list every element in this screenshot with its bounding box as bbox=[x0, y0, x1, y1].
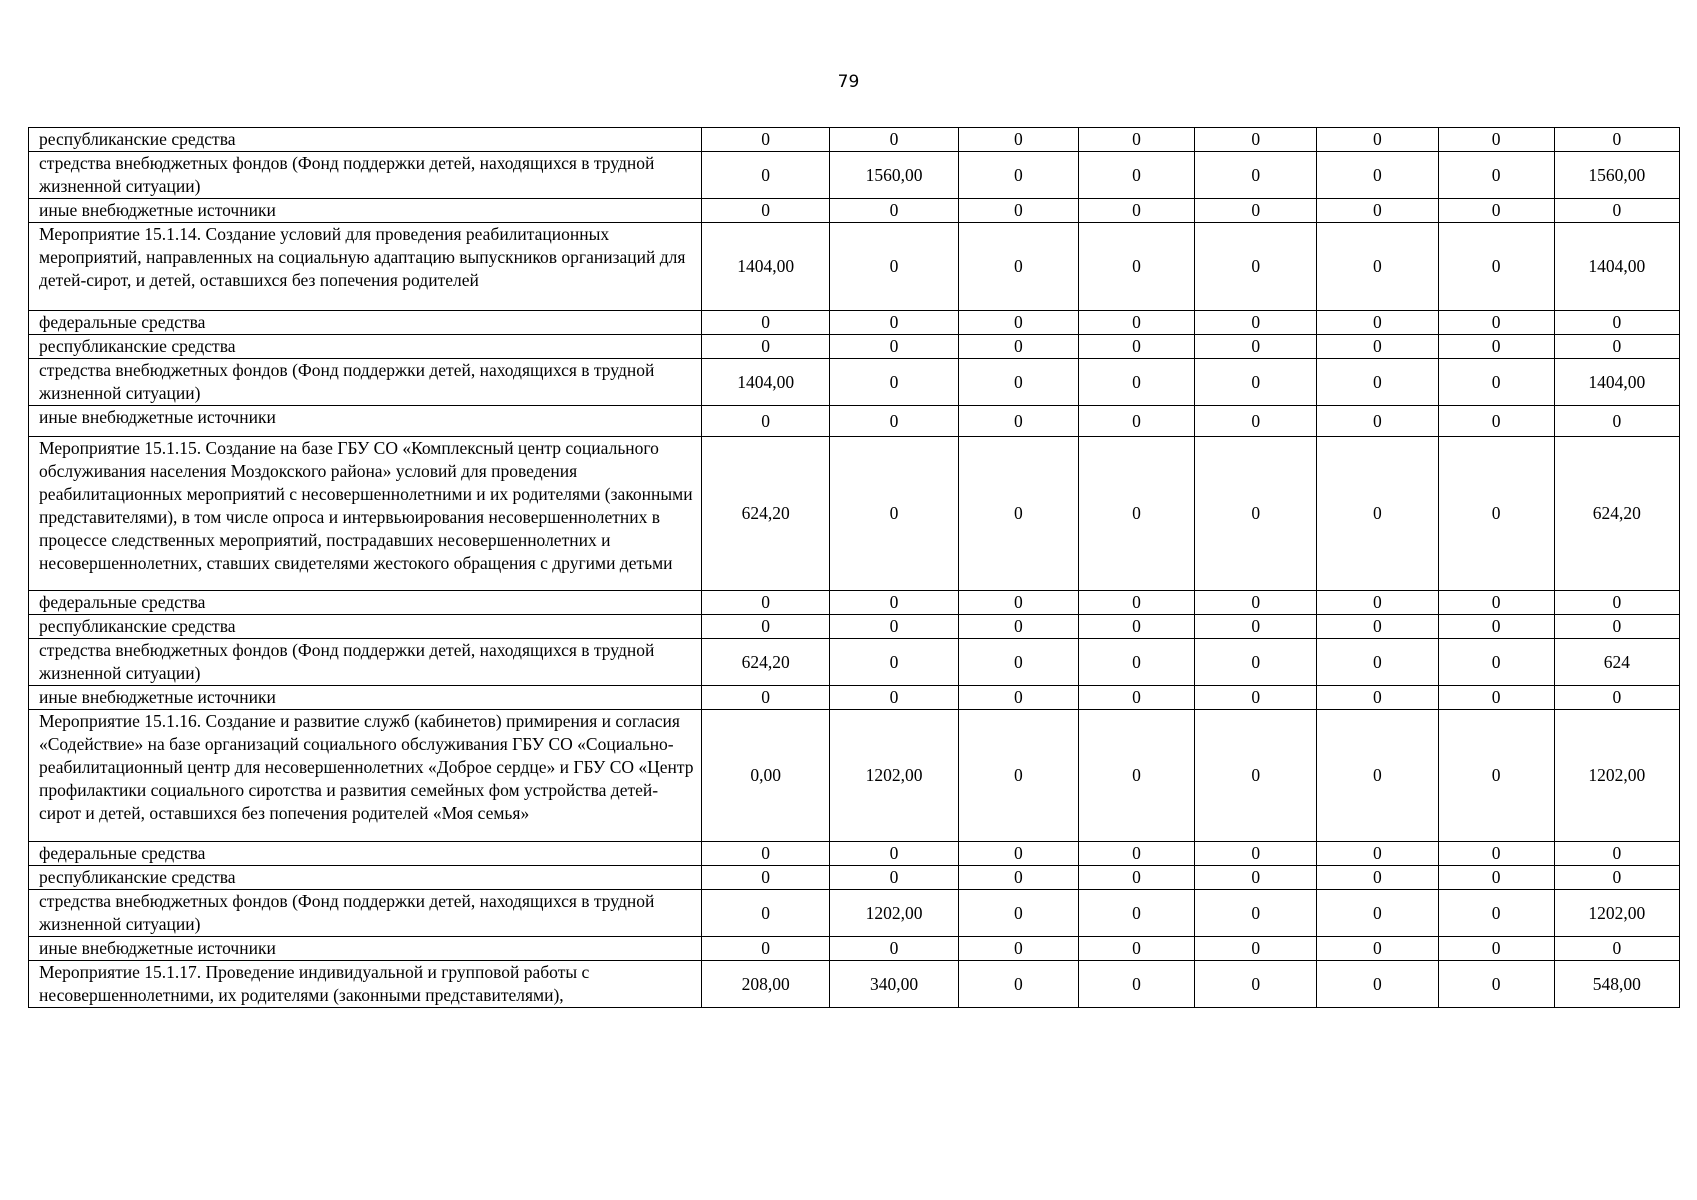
value-cell: 0 bbox=[701, 890, 829, 937]
value-cell: 0 bbox=[958, 335, 1078, 359]
value-cell: 0 bbox=[1438, 128, 1554, 152]
value-cell: 0 bbox=[701, 866, 829, 890]
value-cell: 0 bbox=[958, 591, 1078, 615]
value-cell: 0 bbox=[958, 866, 1078, 890]
value-cell: 0 bbox=[1195, 686, 1317, 710]
value-cell: 0 bbox=[1078, 615, 1194, 639]
value-cell: 0 bbox=[1438, 152, 1554, 199]
value-cell: 0 bbox=[958, 406, 1078, 437]
row-label: иные внебюджетные источники bbox=[29, 406, 702, 437]
value-cell: 0 bbox=[1438, 437, 1554, 591]
value-cell: 0 bbox=[1438, 842, 1554, 866]
value-cell: 0 bbox=[830, 311, 958, 335]
value-cell: 0 bbox=[958, 686, 1078, 710]
value-cell: 624,20 bbox=[701, 639, 829, 686]
value-cell: 0 bbox=[830, 937, 958, 961]
value-cell: 0 bbox=[701, 686, 829, 710]
row-label: стредства внебюджетных фондов (Фонд поддержки детей, находящихся в трудной жизненной ситуации) bbox=[29, 639, 702, 686]
value-cell: 0 bbox=[1078, 937, 1194, 961]
row-label: федеральные средства bbox=[29, 311, 702, 335]
value-cell: 0 bbox=[1078, 152, 1194, 199]
value-cell: 0 bbox=[958, 961, 1078, 1008]
value-cell: 1202,00 bbox=[830, 710, 958, 842]
value-cell: 0 bbox=[1078, 311, 1194, 335]
row-label: стредства внебюджетных фондов (Фонд поддержки детей, находящихся в трудной жизненной ситуации) bbox=[29, 890, 702, 937]
value-cell: 0 bbox=[958, 311, 1078, 335]
value-cell: 0 bbox=[1195, 199, 1317, 223]
value-cell: 0 bbox=[1317, 199, 1438, 223]
value-cell: 0 bbox=[1195, 710, 1317, 842]
value-cell: 0 bbox=[830, 639, 958, 686]
value-cell: 0 bbox=[830, 866, 958, 890]
value-cell: 0 bbox=[1438, 866, 1554, 890]
value-cell: 0 bbox=[1554, 842, 1679, 866]
value-cell: 0 bbox=[701, 128, 829, 152]
value-cell: 0 bbox=[701, 591, 829, 615]
value-cell: 0 bbox=[1317, 335, 1438, 359]
value-cell: 0 bbox=[1195, 128, 1317, 152]
value-cell: 0 bbox=[1554, 199, 1679, 223]
value-cell: 0 bbox=[1078, 359, 1194, 406]
row-label: Мероприятие 15.1.16. Создание и развитие служб (кабинетов) примирения и согласия «Содействие» на базе организаций социального обслуживания ГБУ СО «Социально-реабилитационный центр для несовершеннолетних «Доброе сердце» и ГБУ СО «Центр профилактики социального сиротства и развития семейных фом устройства детей-сирот и детей, оставшихся без попечения родителей «Моя семья» bbox=[29, 710, 702, 842]
table-row bbox=[29, 311, 1680, 335]
value-cell: 0 bbox=[1195, 311, 1317, 335]
table-row bbox=[29, 591, 1680, 615]
value-cell: 0 bbox=[958, 223, 1078, 311]
value-cell: 0 bbox=[1195, 591, 1317, 615]
value-cell: 0 bbox=[1195, 866, 1317, 890]
value-cell: 624 bbox=[1554, 639, 1679, 686]
value-cell: 0 bbox=[1438, 686, 1554, 710]
value-cell: 0 bbox=[830, 686, 958, 710]
value-cell: 0 bbox=[1195, 842, 1317, 866]
value-cell: 0 bbox=[1438, 639, 1554, 686]
value-cell: 0 bbox=[1078, 199, 1194, 223]
value-cell: 0 bbox=[701, 937, 829, 961]
row-label: республиканские средства bbox=[29, 615, 702, 639]
value-cell: 0 bbox=[1438, 961, 1554, 1008]
value-cell: 1560,00 bbox=[830, 152, 958, 199]
row-label: республиканские средства bbox=[29, 128, 702, 152]
value-cell: 0 bbox=[1078, 335, 1194, 359]
value-cell: 0 bbox=[1195, 335, 1317, 359]
value-cell: 0 bbox=[830, 591, 958, 615]
value-cell: 1560,00 bbox=[1554, 152, 1679, 199]
value-cell: 0 bbox=[1195, 890, 1317, 937]
value-cell: 0 bbox=[1317, 866, 1438, 890]
value-cell: 0 bbox=[1078, 223, 1194, 311]
value-cell: 0 bbox=[1554, 615, 1679, 639]
value-cell: 0 bbox=[701, 335, 829, 359]
table-row bbox=[29, 842, 1680, 866]
value-cell: 0 bbox=[1317, 842, 1438, 866]
value-cell: 0 bbox=[1554, 128, 1679, 152]
value-cell: 0 bbox=[958, 615, 1078, 639]
value-cell: 0 bbox=[1317, 223, 1438, 311]
row-label: федеральные средства bbox=[29, 842, 702, 866]
row-label: иные внебюджетные источники bbox=[29, 937, 702, 961]
table-row bbox=[29, 639, 1680, 686]
value-cell: 0 bbox=[1438, 710, 1554, 842]
table-row bbox=[29, 406, 1680, 437]
value-cell: 0 bbox=[1317, 639, 1438, 686]
table-row bbox=[29, 199, 1680, 223]
value-cell: 0 bbox=[1438, 406, 1554, 437]
value-cell: 0 bbox=[958, 437, 1078, 591]
table-row bbox=[29, 615, 1680, 639]
value-cell: 0 bbox=[1317, 710, 1438, 842]
value-cell: 0 bbox=[1195, 937, 1317, 961]
row-label: республиканские средства bbox=[29, 335, 702, 359]
value-cell: 0 bbox=[1078, 961, 1194, 1008]
budget-table bbox=[28, 127, 1680, 1008]
value-cell: 0 bbox=[1317, 591, 1438, 615]
page-number: 79 bbox=[837, 72, 860, 92]
value-cell: 0 bbox=[1438, 890, 1554, 937]
value-cell: 1404,00 bbox=[1554, 223, 1679, 311]
table-row bbox=[29, 890, 1680, 937]
value-cell: 0 bbox=[1438, 223, 1554, 311]
value-cell: 0 bbox=[1554, 311, 1679, 335]
value-cell: 0 bbox=[1317, 937, 1438, 961]
value-cell: 1404,00 bbox=[701, 359, 829, 406]
value-cell: 0 bbox=[958, 890, 1078, 937]
table-row bbox=[29, 866, 1680, 890]
value-cell: 0 bbox=[830, 615, 958, 639]
value-cell: 0 bbox=[1195, 615, 1317, 639]
table-row bbox=[29, 437, 1680, 591]
value-cell: 1404,00 bbox=[701, 223, 829, 311]
value-cell: 0 bbox=[1317, 128, 1438, 152]
value-cell: 0 bbox=[830, 406, 958, 437]
value-cell: 0 bbox=[701, 406, 829, 437]
table-row bbox=[29, 961, 1680, 1008]
value-cell: 0 bbox=[1554, 866, 1679, 890]
value-cell: 0 bbox=[1438, 335, 1554, 359]
value-cell: 0 bbox=[958, 639, 1078, 686]
value-cell: 0 bbox=[1317, 311, 1438, 335]
value-cell: 0 bbox=[1438, 937, 1554, 961]
table-row bbox=[29, 335, 1680, 359]
row-label: федеральные средства bbox=[29, 591, 702, 615]
value-cell: 1404,00 bbox=[1554, 359, 1679, 406]
value-cell: 0 bbox=[701, 152, 829, 199]
value-cell: 0 bbox=[1195, 223, 1317, 311]
value-cell: 624,20 bbox=[701, 437, 829, 591]
value-cell: 0 bbox=[1317, 437, 1438, 591]
row-label: стредства внебюджетных фондов (Фонд поддержки детей, находящихся в трудной жизненной ситуации) bbox=[29, 359, 702, 406]
value-cell: 0 bbox=[1554, 335, 1679, 359]
value-cell: 0 bbox=[1078, 866, 1194, 890]
value-cell: 0 bbox=[958, 199, 1078, 223]
value-cell: 0 bbox=[958, 128, 1078, 152]
value-cell: 0 bbox=[958, 842, 1078, 866]
value-cell: 0 bbox=[1317, 152, 1438, 199]
value-cell: 0 bbox=[958, 359, 1078, 406]
value-cell: 0 bbox=[1317, 359, 1438, 406]
value-cell: 548,00 bbox=[1554, 961, 1679, 1008]
value-cell: 0,00 bbox=[701, 710, 829, 842]
value-cell: 0 bbox=[1438, 591, 1554, 615]
value-cell: 0 bbox=[1078, 686, 1194, 710]
value-cell: 0 bbox=[830, 437, 958, 591]
value-cell: 0 bbox=[1438, 359, 1554, 406]
value-cell: 0 bbox=[1195, 406, 1317, 437]
value-cell: 0 bbox=[958, 710, 1078, 842]
value-cell: 0 bbox=[830, 223, 958, 311]
value-cell: 0 bbox=[830, 128, 958, 152]
value-cell: 0 bbox=[958, 937, 1078, 961]
value-cell: 0 bbox=[1078, 842, 1194, 866]
table-row bbox=[29, 710, 1680, 842]
value-cell: 0 bbox=[1195, 961, 1317, 1008]
value-cell: 0 bbox=[1317, 686, 1438, 710]
value-cell: 0 bbox=[1078, 890, 1194, 937]
table-row bbox=[29, 686, 1680, 710]
value-cell: 0 bbox=[701, 311, 829, 335]
value-cell: 0 bbox=[701, 615, 829, 639]
row-label: иные внебюджетные источники bbox=[29, 686, 702, 710]
value-cell: 0 bbox=[1195, 639, 1317, 686]
value-cell: 0 bbox=[1438, 199, 1554, 223]
value-cell: 0 bbox=[1078, 406, 1194, 437]
value-cell: 1202,00 bbox=[1554, 710, 1679, 842]
table-row bbox=[29, 152, 1680, 199]
table-row bbox=[29, 223, 1680, 311]
value-cell: 0 bbox=[958, 152, 1078, 199]
row-label: Мероприятие 15.1.15. Создание на базе ГБУ СО «Комплексный центр социального обслуживания населения Моздокского района» условий для проведения реабилитационных мероприятий с несовершеннолетними и их родителями (законными представителями), в том числе опроса и интервьюирования несовершеннолетних в процессе следственных мероприятий, пострадавших несовершеннолетних и несовершеннолетних, ставших свидетелями жестокого обращения с другими детьми bbox=[29, 437, 702, 591]
value-cell: 0 bbox=[1195, 359, 1317, 406]
table-row bbox=[29, 359, 1680, 406]
value-cell: 0 bbox=[1554, 686, 1679, 710]
value-cell: 0 bbox=[701, 199, 829, 223]
value-cell: 0 bbox=[1078, 639, 1194, 686]
value-cell: 0 bbox=[1317, 890, 1438, 937]
table-row bbox=[29, 128, 1680, 152]
value-cell: 0 bbox=[1438, 615, 1554, 639]
row-label: Мероприятие 15.1.17. Проведение индивидуальной и групповой работы с несовершеннолетними, их родителями (законными представителями), bbox=[29, 961, 702, 1008]
value-cell: 0 bbox=[1078, 437, 1194, 591]
value-cell: 0 bbox=[1554, 937, 1679, 961]
row-label: Мероприятие 15.1.14. Создание условий для проведения реабилитационных мероприятий, направленных на социальную адаптацию выпускников организаций для детей-сирот, и детей, оставшихся без попечения родителей bbox=[29, 223, 702, 311]
value-cell: 0 bbox=[1195, 437, 1317, 591]
value-cell: 624,20 bbox=[1554, 437, 1679, 591]
value-cell: 0 bbox=[1078, 128, 1194, 152]
value-cell: 1202,00 bbox=[830, 890, 958, 937]
table-row bbox=[29, 937, 1680, 961]
value-cell: 0 bbox=[830, 359, 958, 406]
value-cell: 1202,00 bbox=[1554, 890, 1679, 937]
value-cell: 0 bbox=[701, 842, 829, 866]
value-cell: 0 bbox=[1317, 961, 1438, 1008]
value-cell: 0 bbox=[830, 335, 958, 359]
value-cell: 340,00 bbox=[830, 961, 958, 1008]
value-cell: 0 bbox=[1438, 311, 1554, 335]
budget-table-body bbox=[29, 128, 1680, 1008]
value-cell: 0 bbox=[1554, 591, 1679, 615]
value-cell: 0 bbox=[1078, 591, 1194, 615]
value-cell: 0 bbox=[830, 199, 958, 223]
row-label: республиканские средства bbox=[29, 866, 702, 890]
value-cell: 0 bbox=[1195, 152, 1317, 199]
value-cell: 208,00 bbox=[701, 961, 829, 1008]
row-label: стредства внебюджетных фондов (Фонд поддержки детей, находящихся в трудной жизненной ситуации) bbox=[29, 152, 702, 199]
row-label: иные внебюджетные источники bbox=[29, 199, 702, 223]
value-cell: 0 bbox=[1317, 615, 1438, 639]
value-cell: 0 bbox=[1317, 406, 1438, 437]
value-cell: 0 bbox=[1554, 406, 1679, 437]
value-cell: 0 bbox=[830, 842, 958, 866]
value-cell: 0 bbox=[1078, 710, 1194, 842]
